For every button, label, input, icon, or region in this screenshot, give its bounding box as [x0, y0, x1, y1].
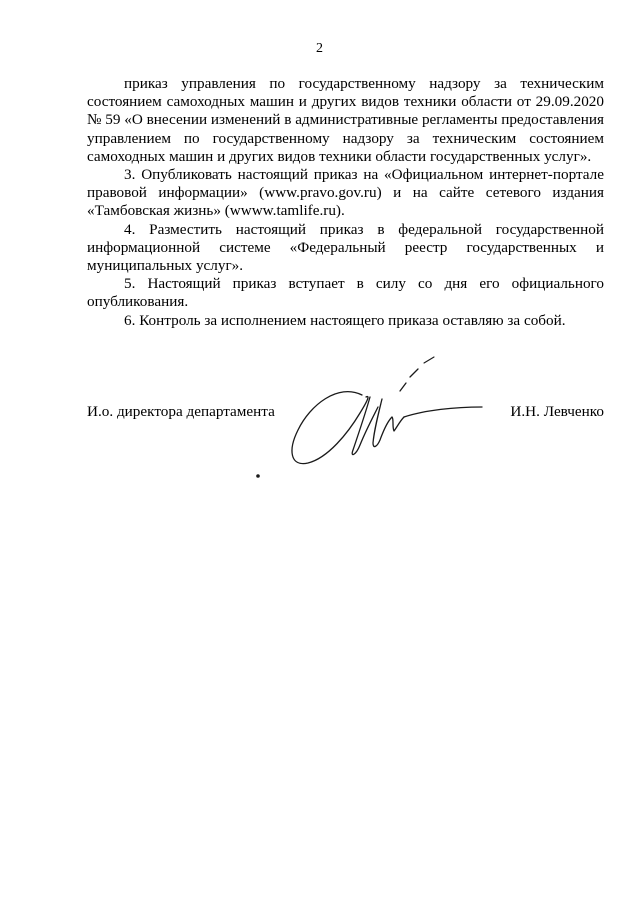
document-body: [87, 75, 604, 330]
paragraph-3-publish: 3. Опубликовать настоящий приказ на «Официальном интернет-портале правовой информации» (www.pravo.gov.ru) и на сайте сетевого издания «Тамбовская жизнь» (wwww.tamlife.ru).: [87, 166, 604, 220]
page-number: 2: [316, 41, 323, 56]
ink-dot: [256, 474, 260, 478]
paragraph-6-control: 6. Контроль за исполнением настоящего приказа оставляю за собой.: [124, 311, 566, 329]
signatory-name: И.Н. Левченко: [510, 403, 604, 420]
paragraph-4-register: 4. Разместить настоящий приказ в федеральной государственной информационной системе «Федеральный реестр государственных и муниципальных услуг».: [87, 220, 604, 275]
signatory-position: И.о. директора департамента: [87, 403, 275, 420]
paragraph-continuation: приказ управления по государственному надзору за техническим состоянием самоходных машин и других видов техники области от 29.09.2020 № 59 «О внесении изменений в административные регламенты предоставления управлением по государственному надзору за техническим состоянием самоходных машин и других видов техники области государственных услуг».: [87, 75, 604, 165]
handwritten-signature: [250, 355, 490, 490]
paragraph-5-effective: 5. Настоящий приказ вступает в силу со дня его официального опубликования.: [87, 275, 604, 311]
